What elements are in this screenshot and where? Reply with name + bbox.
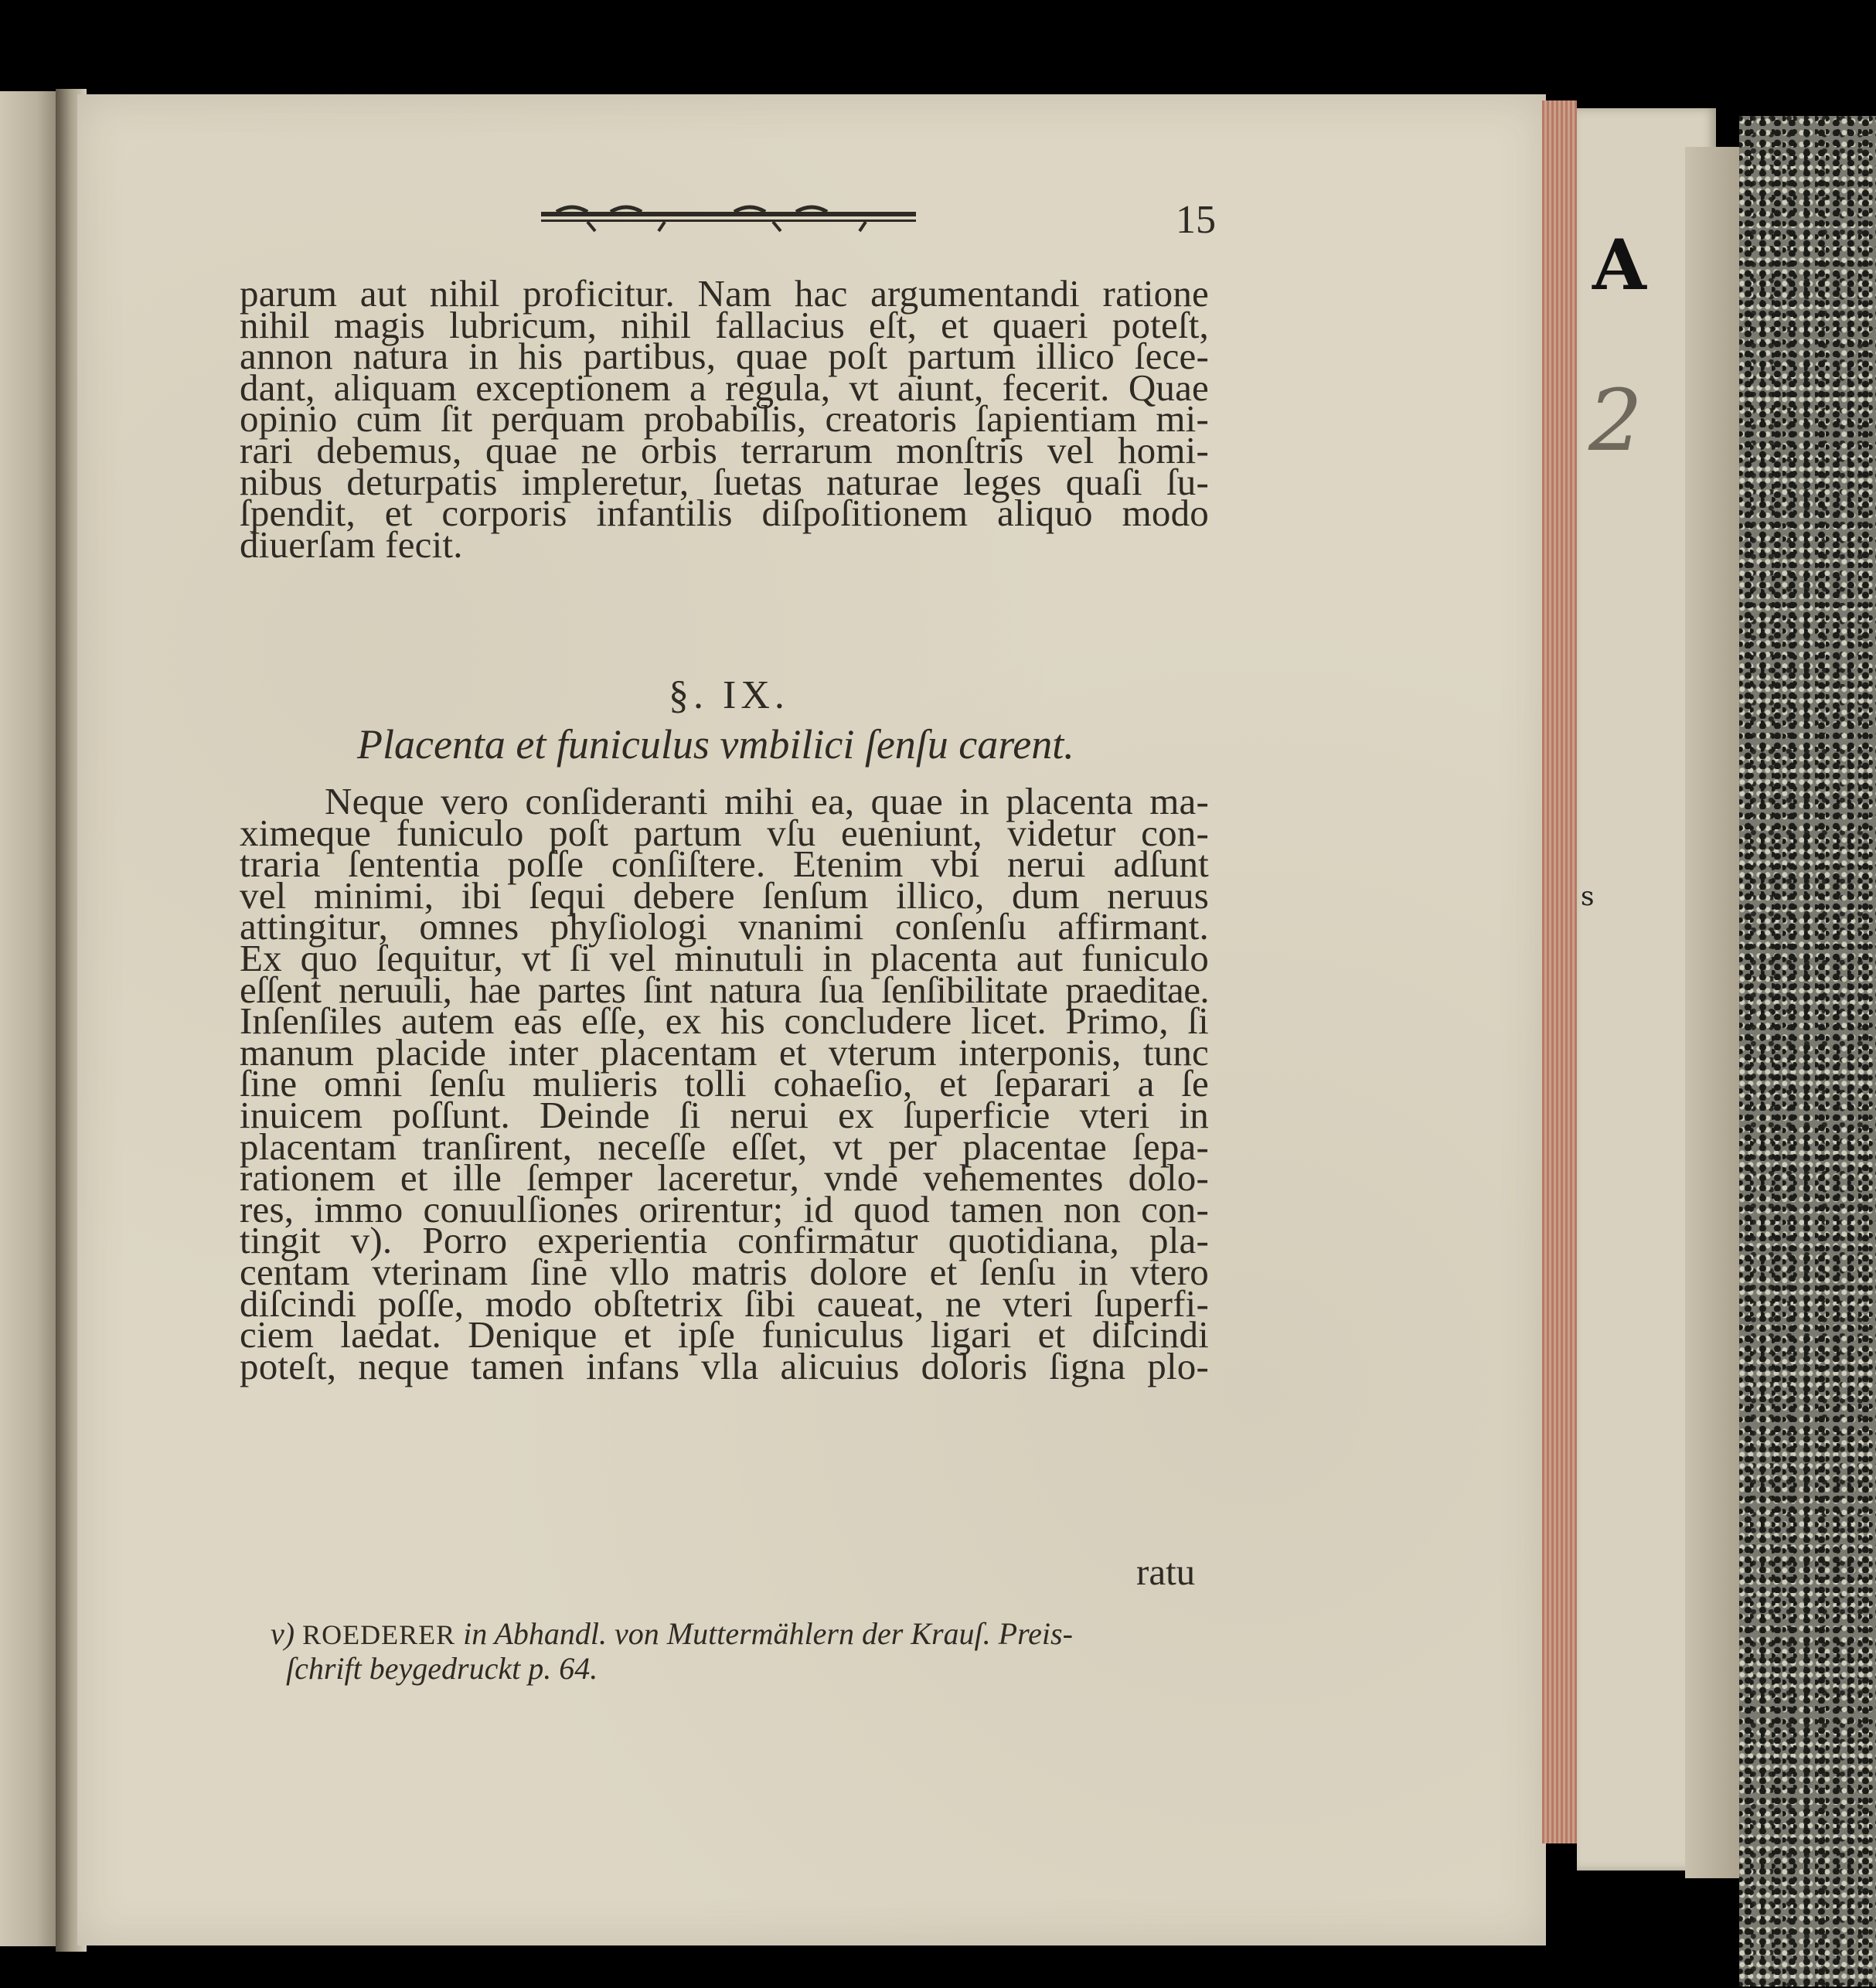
text-line: parum aut nihil proficitur. Nam hac argumentandi ratione (240, 272, 1209, 315)
text-line: tingit v). Porro experientia confirmatur quotidiana, pla- (240, 1219, 1209, 1262)
text-line: nihil magis lubricum, nihil fallacius eſt, et quaeri poteſt, (240, 303, 1209, 346)
catchword: ratu (1136, 1551, 1196, 1593)
text-line: poteſt, neque tamen infans vlla alicuius doloris ſigna plo- (240, 1344, 1209, 1387)
text-line: Neque vero conſideranti mihi ea, quae in placenta ma- (325, 780, 1209, 822)
tab-letter: A (1592, 224, 1646, 306)
text-line: rationem et ille ſemper laceretur, vnde vehementes dolo- (240, 1156, 1209, 1200)
text-line: annon natura in his partibus, quae poſt partum illico ſece- (240, 335, 1209, 378)
footnote-text: in Abhandl. von Muttermählern der Krauſ. Preis- (463, 1616, 1073, 1651)
text-line: vel minimi, ibi ſequi debere ſenſum illico, dum neruus (240, 873, 1209, 917)
text-line: diſcindi poſſe, modo obſtetrix ſibi caueat, ne vteri ſuperfi- (240, 1282, 1209, 1325)
text-line: traria ſententia poſſe conſiſtere. Etenim vbi nerui adſunt (240, 843, 1209, 886)
text-line: inuicem poſſunt. Deinde ſi nerui ex ſuperficie vteri in (240, 1093, 1209, 1136)
tab-leaf-back (1685, 147, 1747, 1878)
text-line: res, immo conuulſiones orirentur; id quod tamen non con- (240, 1187, 1209, 1231)
section-number: §. IX. (669, 673, 789, 717)
text-line: diuerſam fecit. (240, 523, 463, 566)
text-line: ciem laedat. Denique et ipſe funiculus ligari et diſcindi (240, 1313, 1209, 1357)
marbled-cover (1739, 116, 1876, 1986)
footnote-author: ROEDERER (302, 1619, 456, 1650)
text-line: manum placide inter placentam et vterum interponis, tunc (240, 1030, 1209, 1074)
tab-side-mark: s (1581, 881, 1595, 912)
text-line: centam vterinam ſine vllo matris dolore et ſenſu in vtero (240, 1250, 1209, 1293)
text-line: ſine omni ſenſu mulieris tolli cohaeſio, et ſeparari a ſe (240, 1062, 1209, 1105)
text-line: Ex quo ſequitur, vt ſi vel minutuli in placenta aut funiculo (240, 936, 1209, 979)
paragraph-1 (240, 272, 1209, 566)
header-ornament-icon (541, 203, 916, 233)
text-line: ſpendit, et corporis infantilis diſpoſitionem aliquo modo (240, 492, 1209, 535)
paragraph-2 (240, 780, 1209, 1387)
text-line: rari debemus, quae ne orbis terrarum monſtris vel homi- (240, 428, 1209, 471)
section-title: Placenta et funiculus vmbilici ſenſu carent. (357, 721, 1074, 768)
footnote-line-2 (271, 1652, 1073, 1686)
text-line: ximeque funiculo poſt partum vſu eueniunt, videtur con- (240, 811, 1209, 854)
footnote-line-1 (271, 1617, 1073, 1652)
text-line: nibus deturpatis impleretur, ſuetas naturae leges quaſi ſu- (240, 460, 1209, 503)
text-line: attingitur, omnes phyſiologi vnanimi conſenſu affirmant. (240, 905, 1209, 948)
page-edges (1542, 100, 1577, 1843)
text-line: dant, aliquam exceptionem a regula, vt aiunt, fecerit. Quae (240, 366, 1209, 409)
footnote (271, 1617, 1073, 1686)
text-line: Inſenſiles autem eas eſſe, ex his concludere licet. Primo, ſi (240, 999, 1209, 1043)
text-line: placentam tranſirent, neceſſe eſſet, vt per placentae ſepa- (240, 1125, 1209, 1168)
footnote-marker: v) (271, 1616, 295, 1651)
text-line: eſſent neruuli, hae partes ſint natura ſua ſenſibilitate praeditae. (240, 968, 1209, 1011)
page-number: 15 (1176, 198, 1216, 242)
footnote-text-2: ſchrift beygedruckt p. 64. (286, 1651, 598, 1686)
left-page-edge (0, 91, 62, 1946)
tab-handwritten-number: 2 (1588, 371, 1643, 470)
text-line: opinio cum ſit perquam probabilis, creatoris ſapientiam mi- (240, 397, 1209, 441)
